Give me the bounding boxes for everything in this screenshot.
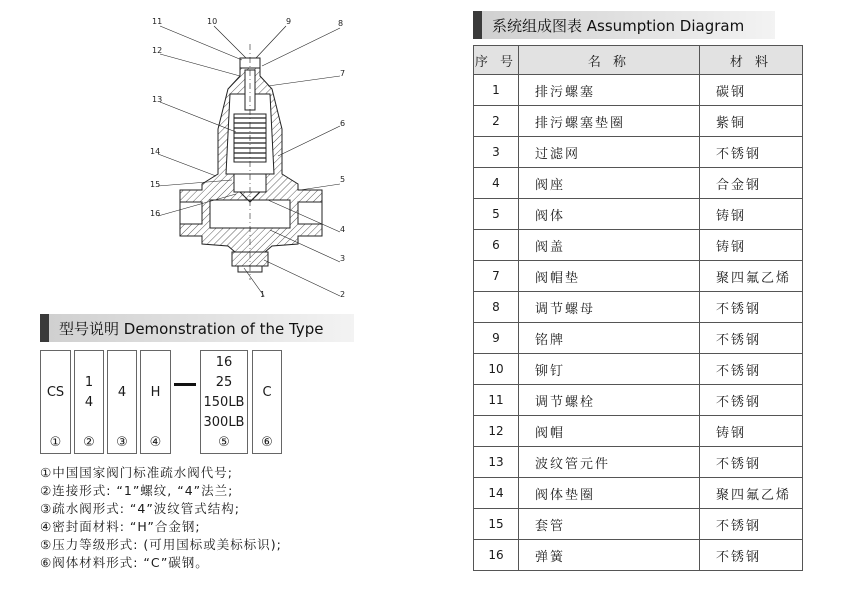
callout-3: 3: [340, 254, 346, 263]
table-row: [474, 230, 803, 261]
callout-10: 10: [207, 17, 218, 26]
part-material-cell: 不锈钢: [700, 385, 803, 416]
assumption-diagram-header: [473, 11, 775, 39]
type-box-value: H: [150, 385, 161, 400]
part-material-cell: 铸钢: [700, 416, 803, 447]
callout-2: 2: [340, 290, 346, 299]
type-box-index: ④: [149, 435, 162, 450]
table-row: [474, 106, 803, 137]
table-row: [474, 261, 803, 292]
part-number-cell: 12: [474, 416, 519, 447]
assumption-diagram-title: 系统组成图表 Assumption Diagram: [492, 16, 745, 35]
part-name-cell: 套管: [519, 509, 700, 540]
callout-4: 4: [340, 225, 346, 234]
part-number-cell: 7: [474, 261, 519, 292]
part-number-cell: 5: [474, 199, 519, 230]
callout-15: 15: [150, 180, 161, 189]
type-box-value: 16: [215, 355, 233, 370]
part-material-cell: 不锈钢: [700, 137, 803, 168]
type-box-index: ①: [49, 435, 62, 450]
parts-table-body: [474, 75, 803, 571]
callout-5: 5: [340, 175, 346, 184]
type-box-value: 25: [215, 375, 233, 390]
table-row: [474, 323, 803, 354]
part-number-cell: 10: [474, 354, 519, 385]
type-box-4: [140, 350, 171, 454]
type-separator-dash: [174, 383, 196, 386]
callout-7: 7: [340, 69, 346, 78]
type-box-index: ②: [83, 435, 95, 450]
header-no: 序 号: [474, 46, 519, 75]
header-name: 名 称: [519, 46, 700, 75]
header-material: 材 料: [700, 46, 803, 75]
part-material-cell: 不锈钢: [700, 323, 803, 354]
type-demo-title: 型号说明 Demonstration of the Type: [59, 319, 324, 338]
callout-13: 13: [152, 95, 163, 104]
type-box-1: [40, 350, 71, 454]
table-row: [474, 478, 803, 509]
callout-8: 8: [338, 19, 344, 28]
part-number-cell: 8: [474, 292, 519, 323]
callout-16: 16: [150, 209, 161, 218]
table-row: [474, 168, 803, 199]
table-row: [474, 385, 803, 416]
part-name-cell: 阀帽: [519, 416, 700, 447]
part-name-cell: 波纹管元件: [519, 447, 700, 478]
part-material-cell: 铸钢: [700, 199, 803, 230]
table-row: [474, 292, 803, 323]
table-row: [474, 447, 803, 478]
callout-12: 12: [152, 46, 163, 55]
part-number-cell: 13: [474, 447, 519, 478]
part-material-cell: 合金钢: [700, 168, 803, 199]
table-row: [474, 137, 803, 168]
part-material-cell: 铸钢: [700, 230, 803, 261]
part-number-cell: 16: [474, 540, 519, 571]
type-box-index: ⑥: [261, 435, 273, 450]
part-name-cell: 阀帽垫: [519, 261, 700, 292]
type-box-6: [252, 350, 282, 454]
type-box-2: [74, 350, 104, 454]
type-box-value: 4: [84, 395, 94, 410]
part-name-cell: 阀体: [519, 199, 700, 230]
part-name-cell: 调节螺母: [519, 292, 700, 323]
part-material-cell: 聚四氟乙烯: [700, 478, 803, 509]
part-name-cell: 铭牌: [519, 323, 700, 354]
part-material-cell: 不锈钢: [700, 292, 803, 323]
part-number-cell: 9: [474, 323, 519, 354]
part-number-cell: 2: [474, 106, 519, 137]
type-box-value: 4: [117, 385, 127, 400]
type-box-value: CS: [46, 385, 65, 400]
type-note: ①中国国家阀门标准疏水阀代号;: [40, 465, 233, 480]
part-number-cell: 4: [474, 168, 519, 199]
part-number-cell: 15: [474, 509, 519, 540]
type-note: ③疏水阀形式: “4”波纹管式结构;: [40, 501, 241, 516]
type-note: ②连接形式: “1”螺纹, “4”法兰;: [40, 483, 234, 498]
part-name-cell: 排污螺塞垫圈: [519, 106, 700, 137]
part-name-cell: 弹簧: [519, 540, 700, 571]
type-box-index: ⑤: [218, 435, 230, 450]
part-material-cell: 不锈钢: [700, 540, 803, 571]
callout-9: 9: [286, 17, 292, 26]
part-number-cell: 6: [474, 230, 519, 261]
part-material-cell: 聚四氟乙烯: [700, 261, 803, 292]
part-material-cell: 紫铜: [700, 106, 803, 137]
table-row: [474, 509, 803, 540]
table-row: [474, 199, 803, 230]
part-material-cell: 不锈钢: [700, 354, 803, 385]
type-box-5: [200, 350, 248, 454]
part-number-cell: 14: [474, 478, 519, 509]
type-box-value: C: [262, 385, 272, 400]
table-row: [474, 354, 803, 385]
header-accent-bar: [473, 11, 482, 39]
part-number-cell: 1: [474, 75, 519, 106]
part-name-cell: 铆钉: [519, 354, 700, 385]
type-note: ⑤压力等级形式: (可用国标或美标标识);: [40, 537, 282, 552]
type-box-value: 1: [84, 375, 94, 390]
type-box-3: [107, 350, 137, 454]
table-row: [474, 75, 803, 106]
parts-table: [473, 45, 803, 571]
type-box-value: 300LB: [203, 415, 245, 430]
part-number-cell: 11: [474, 385, 519, 416]
header-accent-bar: [40, 314, 49, 342]
type-note: ⑥阀体材料形式: “C”碳钢。: [40, 555, 209, 570]
part-name-cell: 过滤网: [519, 137, 700, 168]
type-box-value: 150LB: [203, 395, 245, 410]
table-row: [474, 540, 803, 571]
type-box-index: ③: [116, 435, 128, 450]
part-name-cell: 阀盖: [519, 230, 700, 261]
callout-14: 14: [150, 147, 161, 156]
part-material-cell: 不锈钢: [700, 509, 803, 540]
part-name-cell: 排污螺塞: [519, 75, 700, 106]
parts-table-header-row: [474, 46, 803, 75]
part-number-cell: 3: [474, 137, 519, 168]
type-notes: [40, 464, 282, 572]
type-note: ④密封面材料: “H”合金钢;: [40, 519, 201, 534]
table-row: [474, 416, 803, 447]
valve-cross-section-drawing: [140, 14, 360, 304]
part-name-cell: 阀体垫圈: [519, 478, 700, 509]
part-name-cell: 调节螺栓: [519, 385, 700, 416]
callout-1: 1: [260, 290, 266, 299]
part-material-cell: 碳钢: [700, 75, 803, 106]
part-material-cell: 不锈钢: [700, 447, 803, 478]
callout-6: 6: [340, 119, 346, 128]
type-demo-header: [40, 314, 354, 342]
callout-11: 11: [152, 17, 163, 26]
part-name-cell: 阀座: [519, 168, 700, 199]
